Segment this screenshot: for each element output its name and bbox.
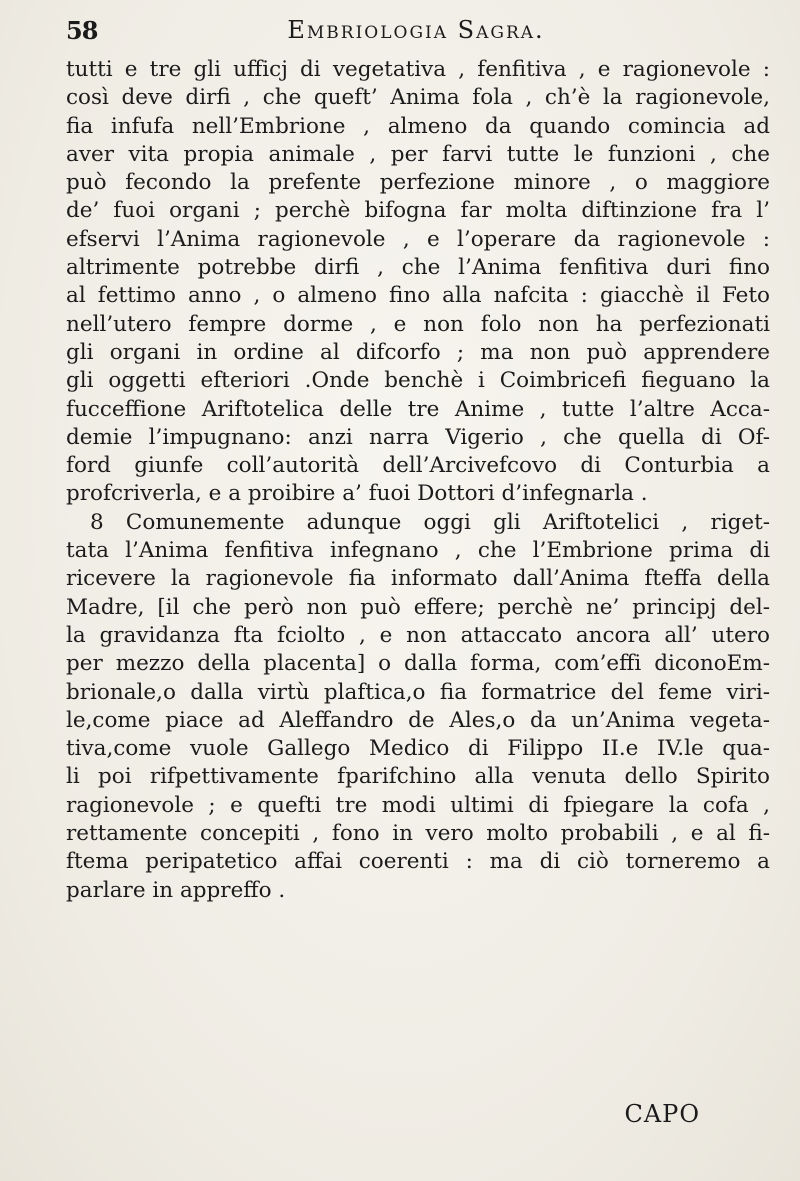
paragraph-1 — [66, 56, 770, 509]
text-line: ragionevole ; e quefti tre modi ultimi di fpiegare la cofa , — [66, 792, 770, 818]
text-line: così deve dirfi , che queft’ Anima fola , ch’è la ragionevole, — [66, 85, 770, 111]
body-text — [66, 56, 770, 905]
text-line: de’ fuoi organi ; perchè bifogna far molta diftinzione fra l’ — [66, 198, 770, 224]
text-line: profcriverla, e a proibire a’ fuoi Dottori d’infegnarla . — [66, 481, 648, 507]
text-line: ftema peripatetico affai coerenti : ma di ciò torneremo a — [66, 849, 770, 875]
text-line: fucceffione Ariftotelica delle tre Anime , tutte l’altre Acca- — [66, 396, 770, 422]
text-line: Madre, [il che però non può effere; perchè ne’ principj del- — [66, 594, 770, 620]
page-header — [66, 16, 766, 52]
text-line: tata l’Anima fenfitiva infegnano , che l’Embrione prima di — [66, 538, 770, 564]
text-line: li poi rifpettivamente fparifchino alla venuta dello Spirito — [66, 764, 770, 790]
text-line: al fettimo anno , o almeno fino alla nafcita : giacchè il Feto — [66, 283, 770, 309]
text-line: tutti e tre gli ufficj di vegetativa , fenfitiva , e ragionevole : — [66, 57, 770, 82]
text-line: ricevere la ragionevole fia informato dall’Anima fteffa della — [66, 566, 770, 592]
text-line: ford giunfe coll’autorità dell’Arcivefcovo di Conturbia a — [66, 453, 770, 479]
text-line: rettamente concepiti , fono in vero molto probabili , e al fi- — [66, 821, 770, 847]
running-head: Embriologia Sagra. — [287, 16, 545, 44]
text-line: efservi l’Anima ragionevole , e l’operare da ragionevole : — [66, 226, 770, 252]
paragraph-2 — [66, 509, 770, 905]
text-line: tiva,come vuole Gallego Medico di Filippo II.e IV.le qua- — [66, 736, 770, 762]
text-line: per mezzo della placenta] o dalla forma, com’effi diconoEm- — [66, 651, 770, 677]
text-line: parlare in appreffo . — [66, 877, 286, 903]
text-line: nell’utero fempre dorme , e non folo non ha perfezionati — [66, 311, 770, 337]
text-line: gli oggetti efteriori .Onde benchè i Coimbricefi fieguano la — [66, 368, 770, 394]
page-number: 58 — [66, 16, 98, 45]
text-line: fia infufa nell’Embrione , almeno da quando comincia ad — [66, 113, 770, 139]
text-line: 8 Comunemente adunque oggi gli Ariftotelici , riget- — [90, 509, 770, 535]
text-line: la gravidanza fta fciolto , e non attaccato ancora all’ utero — [66, 622, 770, 648]
text-line: demie l’impugnano: anzi narra Vigerio , che quella di Of- — [66, 424, 770, 450]
text-line: le,come piace ad Aleffandro de Ales,o da un’Anima vegeta- — [66, 707, 770, 733]
text-line: altrimente potrebbe dirfi , che l’Anima fenfitiva duri fino — [66, 255, 770, 281]
text-line: aver vita propia animale , per farvi tutte le funzioni , che — [66, 141, 770, 167]
catchword: CAPO — [624, 1100, 700, 1128]
text-line: gli organi in ordine al difcorfo ; ma non può apprendere — [66, 339, 770, 365]
text-line: brionale,o dalla virtù plaftica,o fia formatrice del feme viri- — [66, 679, 770, 705]
text-line: può fecondo la prefente perfezione minore , o maggiore — [66, 170, 770, 196]
